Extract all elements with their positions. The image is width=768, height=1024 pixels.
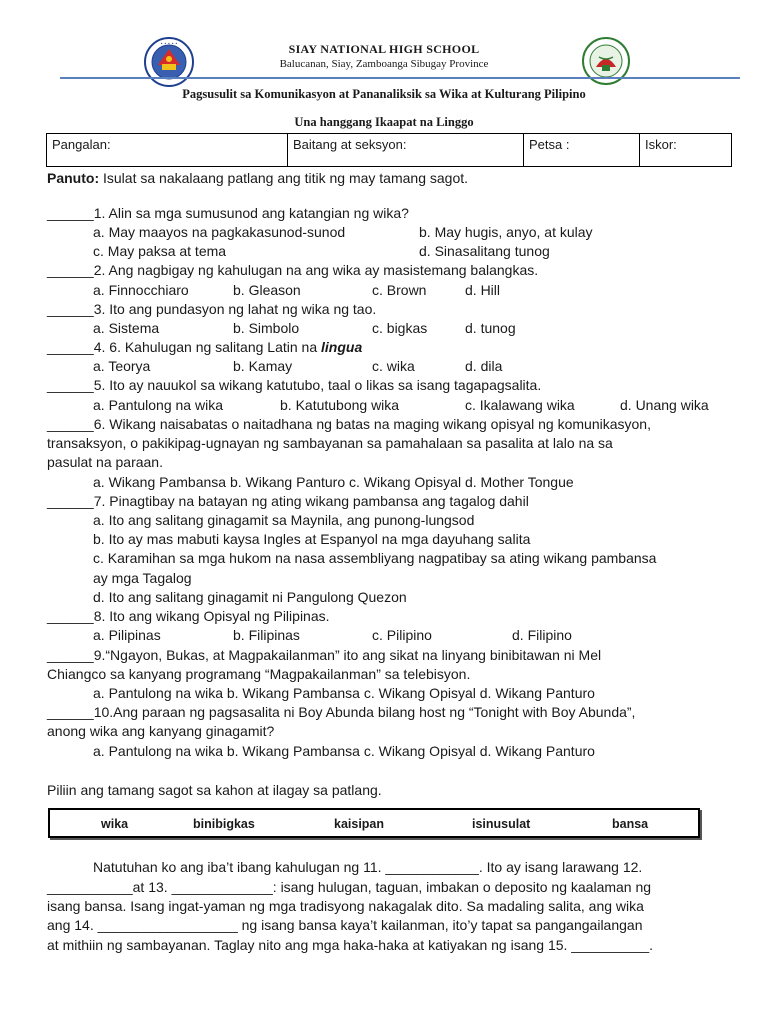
question-7-choice-c-line-1: c. Karamihan sa mga hukom na nasa assembliyang nagpatibay sa ating wikang pambansa [93, 550, 657, 566]
question-4-choice-d: d. dila [465, 358, 503, 374]
question-8-choice-c: c. Pilipino [372, 627, 432, 643]
question-3-choice-b: b. Simbolo [233, 320, 300, 336]
school-address: Balucanan, Siay, Zamboanga Sibugay Province [279, 58, 489, 70]
question-4-choice-b: b. Kamay [233, 358, 293, 374]
question-3-choice-c: c. bigkas [372, 320, 428, 336]
question-5-choice-d: d. Unang wika [620, 397, 709, 413]
paragraph-line-3: isang bansa. Isang ingat-yaman ng mga tradisyong nakagalak dito. Sa madaling salita, ang wika [47, 898, 644, 914]
paragraph-line-2: ___________at 13. _____________: isang hulugan, taguan, imbakan o deposito ng kaalaman ng [47, 879, 652, 895]
instructions-text: Isulat sa nakalaang patlang ang titik ng may tamang sagot. [99, 170, 469, 186]
word-bank-box [48, 808, 700, 838]
question-6-line-2: transaksyon, o pakikipag-ugnayan ng sambayanan sa pamahalaan sa pasalita at lalo na sa [47, 435, 613, 451]
question-7-choice-a: a. Ito ang salitang ginagamit sa Maynila, ang punong-lungsod [93, 512, 475, 528]
question-4-choice-c: c. wika [372, 358, 415, 374]
question-3: ______3. Ito ang pundasyon ng lahat ng wika ng tao. [47, 301, 377, 317]
question-8-choice-b: b. Filipinas [233, 627, 300, 643]
question-8-choice-a: a. Pilipinas [93, 627, 161, 643]
question-5-choice-c: c. Ikalawang wika [465, 397, 575, 413]
question-4-choice-a: a. Teorya [93, 358, 151, 374]
question-2-choice-c: c. Brown [372, 282, 427, 298]
question-3-choice-d: d. tunog [465, 320, 516, 336]
question-1-choice-a: a. May maayos na pagkakasunod-sunod [93, 224, 346, 240]
instructions-label: Panuto: [47, 170, 100, 186]
question-7-choice-d: d. Ito ang salitang ginagamit ni Pangulong Quezon [93, 589, 407, 605]
question-4-term: lingua [321, 339, 363, 355]
question-1-choice-c: c. May paksa at tema [93, 243, 227, 259]
paragraph-line-4: ang 14. __________________ ng isang bansa kaya’t kailanman, ito’y tapat sa pangangailangan [47, 917, 643, 933]
question-2-choice-b: b. Gleason [233, 282, 301, 298]
question-10-choices: a. Pantulong na wika b. Wikang Pambansa c. Wikang Opisyal d. Wikang Panturo [93, 743, 595, 759]
quiz-title: Pagsusulit sa Komunikasyon at Pananaliksik sa Wika at Kulturang Pilipino [182, 87, 586, 101]
header-divider [60, 77, 740, 79]
question-6-choices: a. Wikang Pambansa b. Wikang Panturo c. Wikang Opisyal d. Mother Tongue [93, 474, 574, 490]
date-field[interactable] [524, 134, 640, 166]
question-5: ______5. Ito ay nauukol sa wikang katutubo, taal o likas sa isang tagapagsalita. [47, 377, 542, 393]
question-7-choice-b: b. Ito ay mas mabuti kaysa Ingles at Espanyol na mga dayuhang salita [93, 531, 531, 547]
word-bank-item: bansa [612, 817, 649, 831]
name-field[interactable] [47, 134, 288, 166]
grade-section-field[interactable] [288, 134, 524, 166]
score-field[interactable] [640, 134, 731, 166]
score-label: Iskor: [645, 137, 677, 152]
question-3-choice-a: a. Sistema [93, 320, 160, 336]
question-8: ______8. Ito ang wikang Opisyal ng Pilipinas. [47, 608, 330, 624]
instructions [47, 170, 468, 186]
word-bank-item: wika [101, 817, 129, 831]
question-1: ______1. Alin sa mga sumusunod ang katangian ng wika? [47, 205, 409, 221]
question-4-stem: ______4. 6. Kahulugan ng salitang Latin na [47, 339, 322, 355]
question-9-choices: a. Pantulong na wika b. Wikang Pambansa c. Wikang Opisyal d. Wikang Panturo [93, 685, 595, 701]
question-1-choice-d: d. Sinasalitang tunog [419, 243, 550, 259]
question-9-line-1: ______9.“Ngayon, Bukas, at Magpakailanman” ito ang sikat na linyang binibitawan ni Mel [47, 647, 602, 663]
question-6-line-3: pasulat na paraan. [47, 454, 163, 470]
question-2: ______2. Ang nagbigay ng kahulugan na ang wika ay masistemang balangkas. [47, 262, 539, 278]
school-name: SIAY NATIONAL HIGH SCHOOL [288, 42, 480, 56]
word-bank-item: binibigkas [193, 817, 255, 831]
question-5-choice-b: b. Katutubong wika [280, 397, 400, 413]
question-2-choice-d: d. Hill [465, 282, 501, 298]
svg-text:• • • • •: • • • • • [160, 41, 178, 46]
question-6-line-1: ______6. Wikang naisabatas o naitadhana ng batas na maging wikang opisyal ng komunikasyon, [47, 416, 651, 432]
word-bank-item: kaisipan [334, 817, 385, 831]
quiz-subtitle: Una hanggang Ikaapat na Linggo [294, 115, 474, 129]
paragraph-line-5: at mithiin ng sambayanan. Taglay nito ang mga haka-haka at katiyakan ng isang 15. __________. [47, 937, 654, 953]
grade-section-label: Baitang at seksyon: [293, 137, 407, 152]
question-4 [47, 339, 362, 355]
question-7: ______7. Pinagtibay na batayan ng ating wikang pambansa ang tagalog dahil [47, 493, 529, 509]
paragraph-line-1: Natutuhan ko ang iba’t ibang kahulugan ng 11. ____________. Ito ay isang larawang 12. [93, 859, 643, 875]
question-9-line-2: Chiangco sa kanyang programang “Magpakailanman” sa telebisyon. [47, 666, 471, 682]
question-10-line-2: anong wika ang kanyang ginagamit? [47, 723, 275, 739]
date-label: Petsa : [529, 137, 570, 152]
section-2-instruction: Piliin ang tamang sagot sa kahon at ilagay sa patlang. [47, 782, 382, 798]
name-label: Pangalan: [52, 137, 111, 152]
question-7-choice-c-line-2: ay mga Tagalog [93, 570, 192, 586]
question-1-choice-b: b. May hugis, anyo, at kulay [419, 224, 593, 240]
question-5-choice-a: a. Pantulong na wika [93, 397, 223, 413]
question-2-choice-a: a. Finnocchiaro [93, 282, 189, 298]
student-info-table [46, 133, 732, 167]
word-bank-item: isinusulat [472, 817, 531, 831]
question-10-line-1: ______10.Ang paraan ng pagsasalita ni Boy Abunda bilang host ng “Tonight with Boy Abunda”, [47, 704, 636, 720]
document-header [0, 0, 768, 86]
question-8-choice-d: d. Filipino [512, 627, 572, 643]
